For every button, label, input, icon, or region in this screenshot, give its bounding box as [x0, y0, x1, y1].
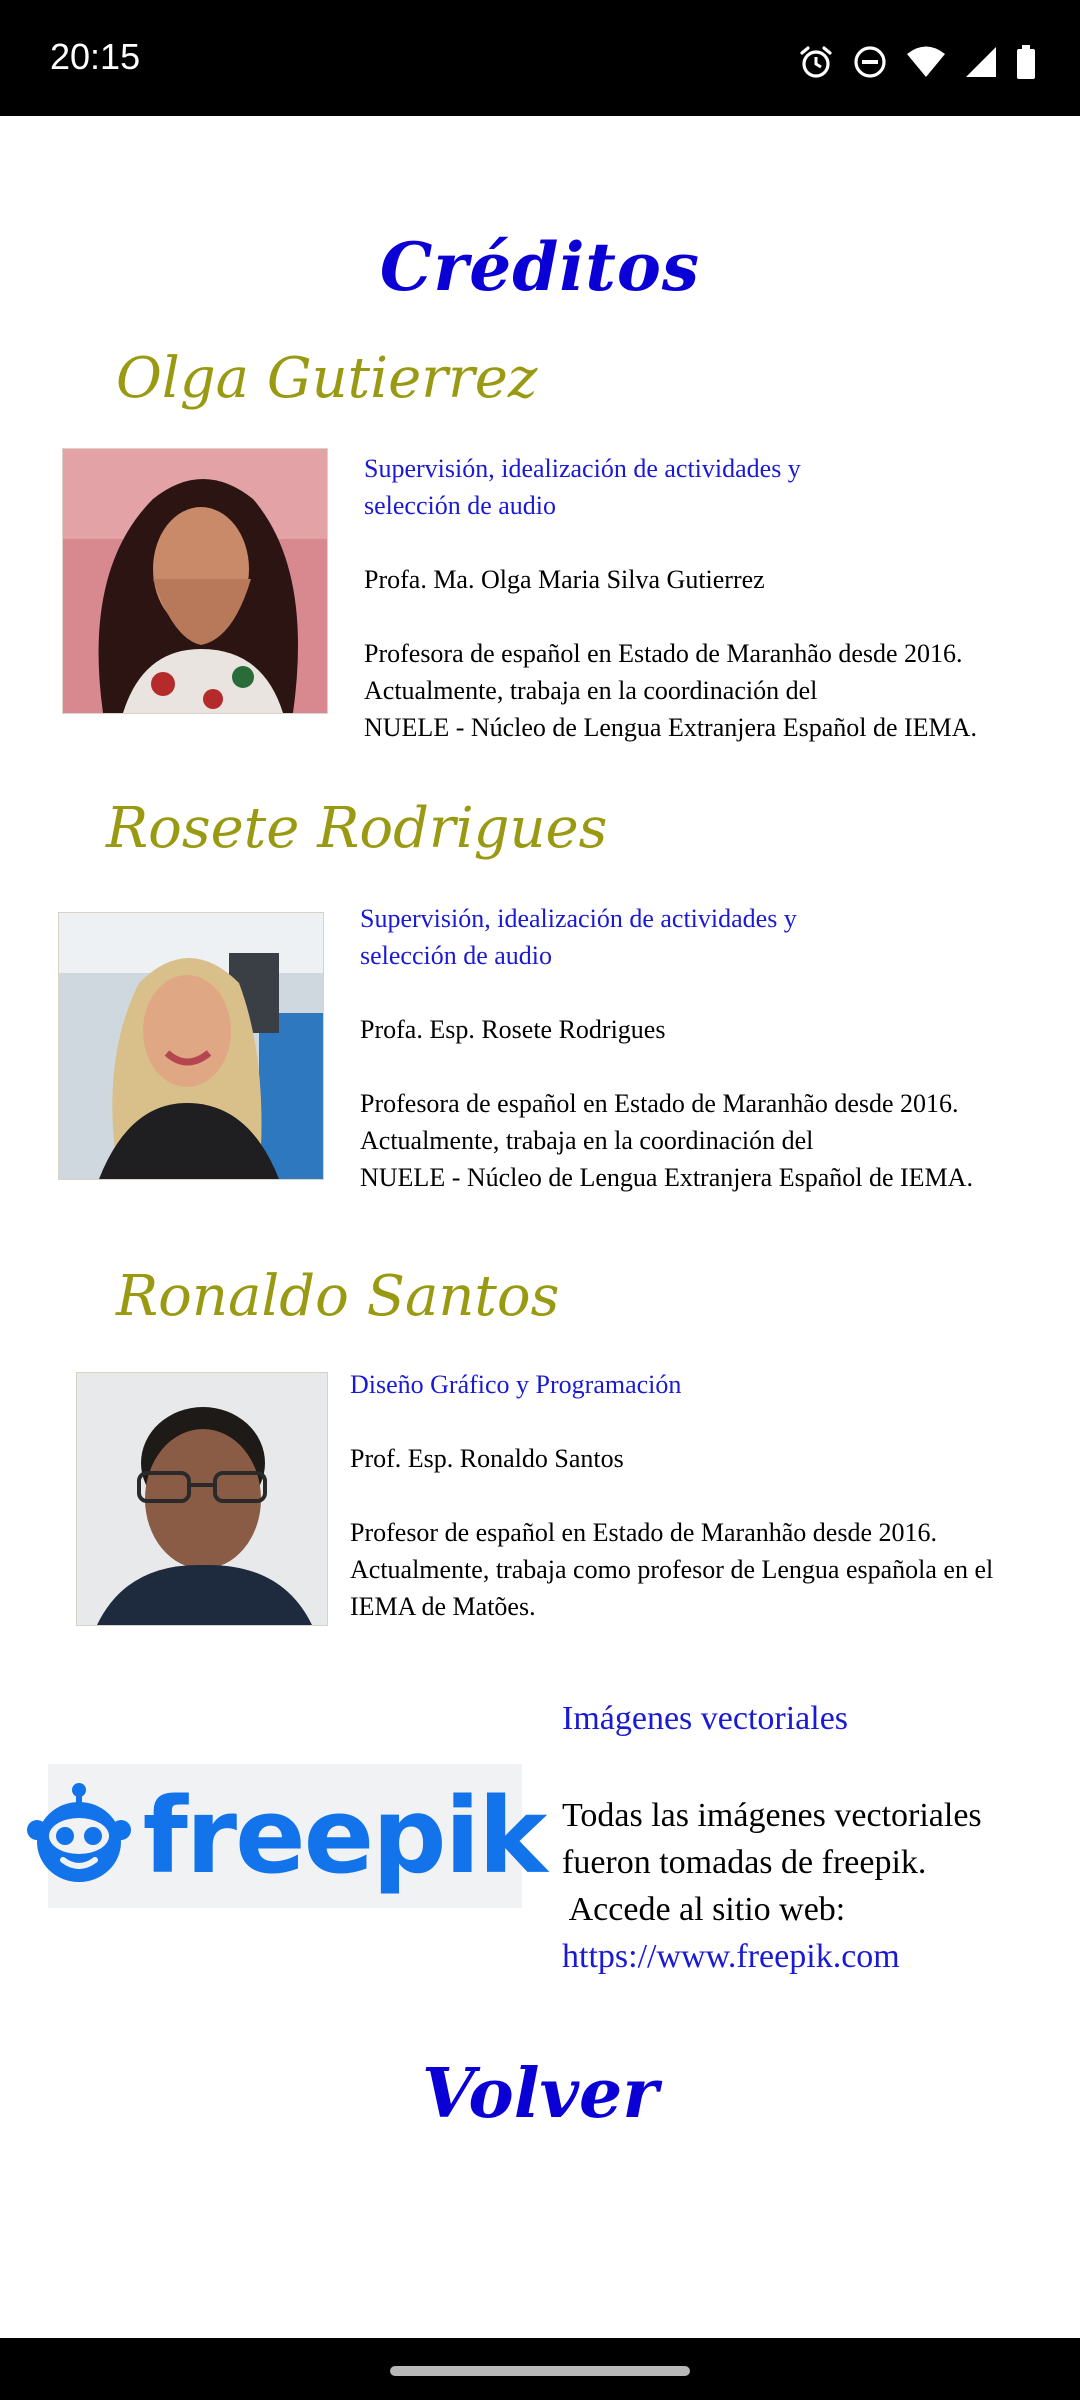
status-time: 20:15 — [50, 36, 141, 77]
credit-full-name: Profa. Esp. Rosete Rodrigues — [360, 1015, 666, 1044]
battery-icon — [1016, 45, 1036, 79]
wifi-icon — [906, 45, 946, 79]
vector-desc-line: fueron tomadas de freepik. — [562, 1844, 927, 1881]
credit-desc-line: Actualmente, trabaja en la coordinación del — [360, 1126, 814, 1155]
vector-desc-line: Accede al sitio web: — [562, 1891, 846, 1928]
do-not-disturb-icon — [852, 44, 888, 80]
vector-images-title: Imágenes vectoriales — [562, 1700, 849, 1737]
credit-name-rosete: Rosete Rodrigues — [106, 796, 608, 861]
credit-desc-line: IEMA de Matões. — [350, 1592, 536, 1621]
credit-desc-line: Actualmente, trabaja en la coordinación del — [364, 676, 818, 705]
photo-rosete — [58, 912, 324, 1180]
page-title: Créditos — [379, 228, 701, 306]
credit-info-olga — [364, 450, 977, 746]
freepik-wordmark: freepik — [142, 1775, 546, 1897]
credit-role-line: Supervisión, idealización de actividades y — [364, 454, 801, 483]
status-bar — [0, 0, 1080, 116]
photo-ronaldo — [76, 1372, 328, 1626]
photo-olga — [62, 448, 328, 714]
freepik-logo — [48, 1764, 546, 1908]
freepik-link[interactable]: https://www.freepik.com — [562, 1938, 900, 1975]
back-button[interactable]: Volver — [421, 2054, 659, 2134]
credit-role-line: selección de audio — [364, 491, 557, 520]
vector-desc-line: Todas las imágenes vectoriales — [562, 1797, 982, 1834]
status-icons — [798, 40, 1036, 84]
credit-desc-line: Actualmente, trabaja como profesor de Lengua española en el — [350, 1555, 994, 1584]
credit-info-ronaldo — [350, 1366, 993, 1625]
alarm-icon — [798, 44, 834, 80]
credit-desc-line: NUELE - Núcleo de Lengua Extranjera Español de IEMA. — [360, 1163, 973, 1192]
credit-full-name: Prof. Esp. Ronaldo Santos — [350, 1444, 624, 1473]
credit-name-ronaldo: Ronaldo Santos — [116, 1264, 560, 1329]
credit-role-line: selección de audio — [360, 941, 553, 970]
credit-role-line: Diseño Gráfico y Programación — [350, 1370, 682, 1399]
credit-desc-line: NUELE - Núcleo de Lengua Extranjera Español de IEMA. — [364, 713, 977, 742]
vector-images-description — [562, 1792, 1062, 1980]
credit-desc-line: Profesora de español en Estado de Maranhão desde 2016. — [364, 639, 963, 668]
home-gesture-handle[interactable] — [390, 2366, 690, 2376]
cellular-signal-icon — [964, 45, 998, 79]
credit-desc-line: Profesora de español en Estado de Maranhão desde 2016. — [360, 1089, 959, 1118]
credit-role-line: Supervisión, idealización de actividades y — [360, 904, 797, 933]
credit-full-name: Profa. Ma. Olga Maria Silva Gutierrez — [364, 565, 765, 594]
freepik-mascot-icon — [25, 1780, 133, 1893]
credit-desc-line: Profesor de español en Estado de Maranhão desde 2016. — [350, 1518, 937, 1547]
credit-info-rosete — [360, 900, 973, 1196]
navigation-bar — [0, 2338, 1080, 2400]
credit-name-olga: Olga Gutierrez — [116, 346, 538, 411]
